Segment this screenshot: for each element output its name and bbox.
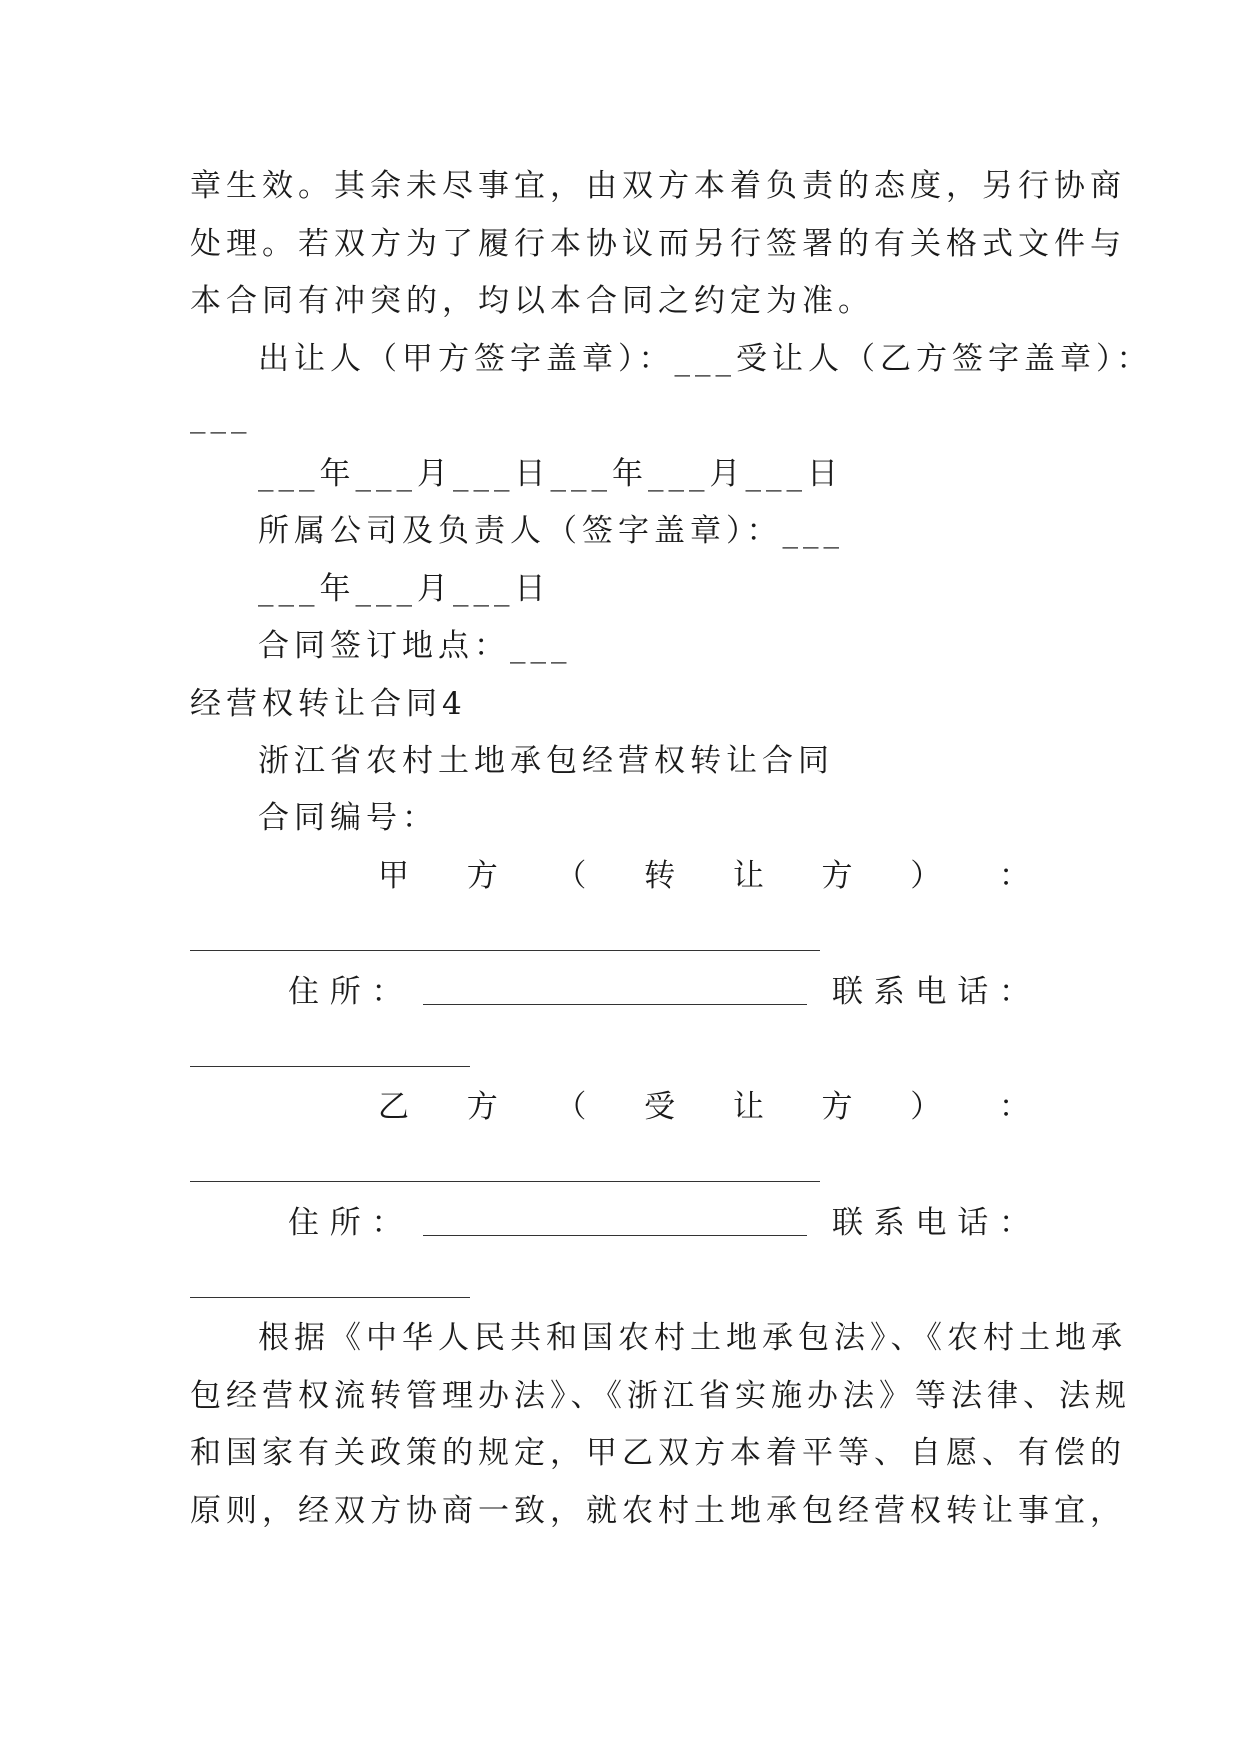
party-b-label (378, 1087, 1030, 1127)
party-a-char: ） (910, 858, 942, 894)
party-a-blank-line (190, 950, 820, 951)
address-label-char: 所 (329, 974, 361, 1010)
party-b-char: 方 (821, 1089, 853, 1125)
party-a-char: 方 (466, 858, 498, 894)
party-b-char: 让 (732, 1089, 764, 1125)
party-a-char: 转 (644, 858, 676, 894)
party-a-char: 让 (732, 858, 764, 894)
party-b-blank-line (190, 1181, 820, 1182)
address-blank-line (423, 1234, 807, 1236)
party-a-char: （ (555, 858, 587, 894)
contract-number-label: 合同编号： (258, 800, 438, 836)
phone-blank-line (190, 1297, 470, 1298)
address-label-char: 所 (329, 1205, 361, 1241)
phone-blank-line (190, 1066, 470, 1067)
body-line: 根据《中华人民共和国农村土地承包法》、《农村土地承 (258, 1320, 1127, 1356)
text-line: 处理。若双方为了履行本协议而另行签署的有关格式文件与 (190, 226, 1126, 262)
signature-blank: ___ (190, 398, 252, 434)
party-a-address-row (288, 972, 1030, 1012)
signing-location-line: 合同签订地点：___ (258, 628, 572, 664)
phone-label-char: 系 (873, 974, 905, 1010)
body-line: 和国家有关政策的规定，甲乙双方本着平等、自愿、有偿的 (190, 1435, 1126, 1471)
party-b-char: ： (998, 1089, 1030, 1125)
phone-label-char: 系 (873, 1205, 905, 1241)
text-line: 本合同有冲突的，均以本合同之约定为准。 (190, 283, 874, 319)
body-line: 原则，经双方协商一致，就农村土地承包经营权转让事宜， (190, 1493, 1126, 1529)
address-label-char: 住 (288, 974, 319, 1010)
phone-label-char: 联 (832, 974, 863, 1010)
party-b-char: ） (910, 1089, 942, 1125)
party-b-char: （ (555, 1089, 587, 1125)
phone-label-char: 话 (957, 1205, 989, 1241)
party-b-char: 受 (644, 1089, 676, 1125)
phone-label-char: ： (999, 974, 1030, 1010)
address-blank-line (423, 1003, 807, 1005)
text-line: 章生效。其余未尽事宜，由双方本着负责的态度，另行协商 (190, 168, 1126, 204)
body-line: 包经营权流转管理办法》、《浙江省实施办法》等法律、法规 (190, 1378, 1131, 1414)
party-b-char: 乙 (378, 1089, 409, 1125)
address-label-char: ： (371, 1205, 403, 1241)
section-heading: 经营权转让合同4 (190, 686, 467, 722)
phone-label-char: ： (999, 1205, 1030, 1241)
company-signature-line: 所属公司及负责人（签字盖章）：___ (258, 513, 844, 549)
party-b-char: 方 (466, 1089, 498, 1125)
party-a-label (378, 856, 1030, 896)
date-line-parties: ___年___月___日___年___月___日 (258, 456, 843, 492)
address-label-char: 住 (288, 1205, 319, 1241)
party-a-char: 方 (821, 858, 853, 894)
address-label-char: ： (371, 974, 403, 1010)
date-line-company: ___年___月___日 (258, 571, 551, 607)
phone-label-char: 话 (957, 974, 989, 1010)
party-a-char: ： (998, 858, 1030, 894)
party-a-char: 甲 (378, 858, 409, 894)
phone-label-char: 联 (832, 1205, 863, 1241)
contract-title: 浙江省农村土地承包经营权转让合同 (258, 743, 834, 779)
signature-line-parties: 出让人（甲方签字盖章）：___受让人（乙方签字盖章）： (258, 341, 1153, 377)
party-b-address-row (288, 1203, 1030, 1243)
phone-label-char: 电 (915, 1205, 947, 1241)
phone-label-char: 电 (915, 974, 947, 1010)
